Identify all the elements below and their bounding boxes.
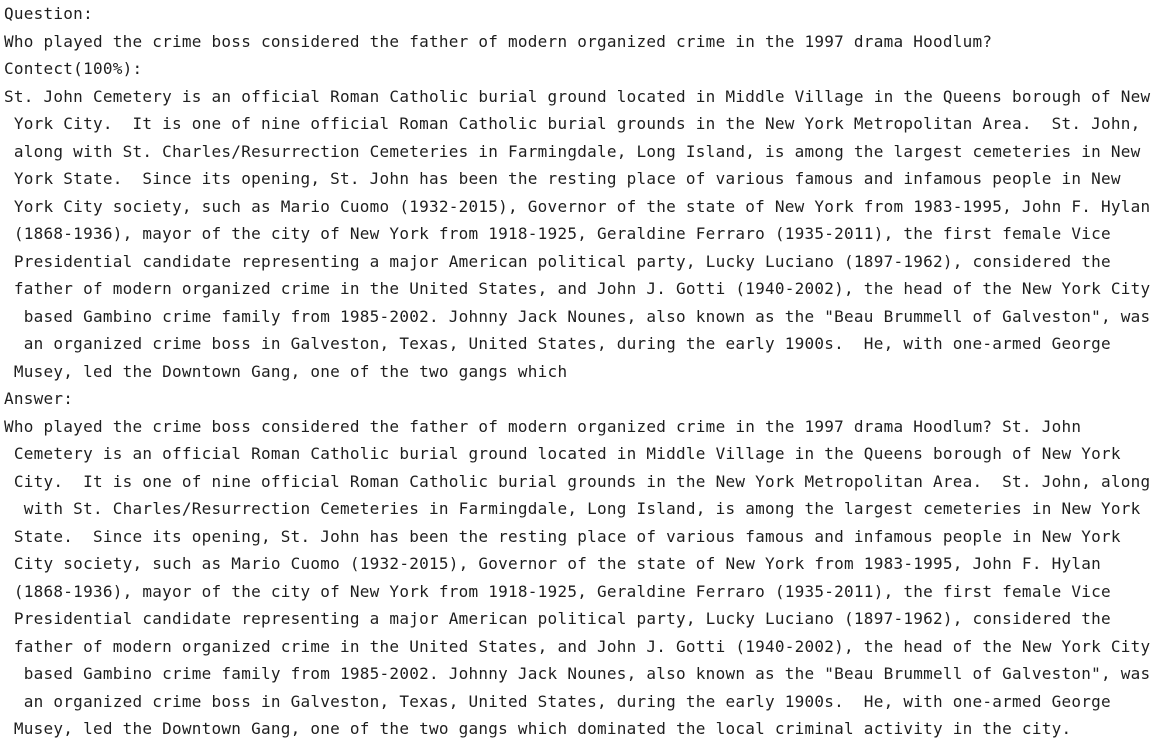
context-line: Presidential candidate representing a major American political party, Lucky Luciano (1897-1962), considered the bbox=[4, 251, 1111, 271]
answer-block bbox=[4, 413, 1171, 738]
context-line: based Gambino crime family from 1985-2002. Johnny Jack Nounes, also known as the "Beau Brummell of Galveston", was bbox=[4, 306, 1151, 326]
answer-line: Musey, led the Downtown Gang, one of the two gangs which dominated the local criminal activity in the city. bbox=[4, 719, 1072, 738]
context-line: St. John Cemetery is an official Roman Catholic burial ground located in Middle Village in the Queens borough of New bbox=[4, 86, 1151, 106]
context-line: (1868-1936), mayor of the city of New York from 1918-1925, Geraldine Ferraro (1935-2011), the first female Vice bbox=[4, 224, 1111, 243]
context-label: Contect(100%): bbox=[4, 59, 143, 78]
answer-line: father of modern organized crime in the United States, and John J. Gotti (1940-2002), the head of the New York City bbox=[4, 636, 1151, 656]
context-block bbox=[4, 83, 1171, 386]
answer-line: Who played the crime boss considered the father of modern organized crime in the 1997 drama Hoodlum? St. John bbox=[4, 416, 1082, 436]
context-line: father of modern organized crime in the United States, and John J. Gotti (1940-2002), the head of the New York City bbox=[4, 279, 1151, 298]
answer-line: State. Since its opening, St. John has been the resting place of various famous and infamous people in New York bbox=[4, 526, 1121, 546]
answer-line: (1868-1936), mayor of the city of New York from 1918-1925, Geraldine Ferraro (1935-2011), the first female Vice bbox=[4, 581, 1111, 601]
context-line: York City. It is one of nine official Roman Catholic burial grounds in the New York Metropolitan Area. St. John, bbox=[4, 114, 1141, 133]
context-line: along with St. Charles/Resurrection Cemeteries in Farmingdale, Long Island, is among the largest cemeteries in New bbox=[4, 141, 1141, 161]
question-text: Who played the crime boss considered the father of modern organized crime in the 1997 drama Hoodlum? bbox=[4, 31, 993, 51]
answer-line: Cemetery is an official Roman Catholic burial ground located in Middle Village in the Queens borough of New York bbox=[4, 444, 1121, 463]
context-line: York City society, such as Mario Cuomo (1932-2015), Governor of the state of New York from 1983-1995, John F. Hylan bbox=[4, 196, 1151, 216]
answer-line: with St. Charles/Resurrection Cemeteries in Farmingdale, Long Island, is among the largest cemeteries in New York bbox=[4, 499, 1141, 518]
answer-label: Answer: bbox=[4, 389, 74, 408]
answer-line: City society, such as Mario Cuomo (1932-2015), Governor of the state of New York from 1983-1995, John F. Hylan bbox=[4, 554, 1101, 573]
answer-line: an organized crime boss in Galveston, Texas, United States, during the early 1900s. He, with one-armed George bbox=[4, 691, 1111, 711]
question-label: Question: bbox=[4, 4, 93, 23]
answer-line: Presidential candidate representing a major American political party, Lucky Luciano (1897-1962), considered the bbox=[4, 609, 1111, 628]
answer-line: City. It is one of nine official Roman Catholic burial grounds in the New York Metropolitan Area. St. John, along bbox=[4, 471, 1151, 491]
context-line: York State. Since its opening, St. John has been the resting place of various famous and infamous people in New bbox=[4, 169, 1121, 188]
context-line: Musey, led the Downtown Gang, one of the two gangs which bbox=[4, 361, 568, 381]
answer-line: based Gambino crime family from 1985-2002. Johnny Jack Nounes, also known as the "Beau Brummell of Galveston", was bbox=[4, 664, 1151, 683]
context-line: an organized crime boss in Galveston, Texas, United States, during the early 1900s. He, with one-armed George bbox=[4, 334, 1111, 353]
